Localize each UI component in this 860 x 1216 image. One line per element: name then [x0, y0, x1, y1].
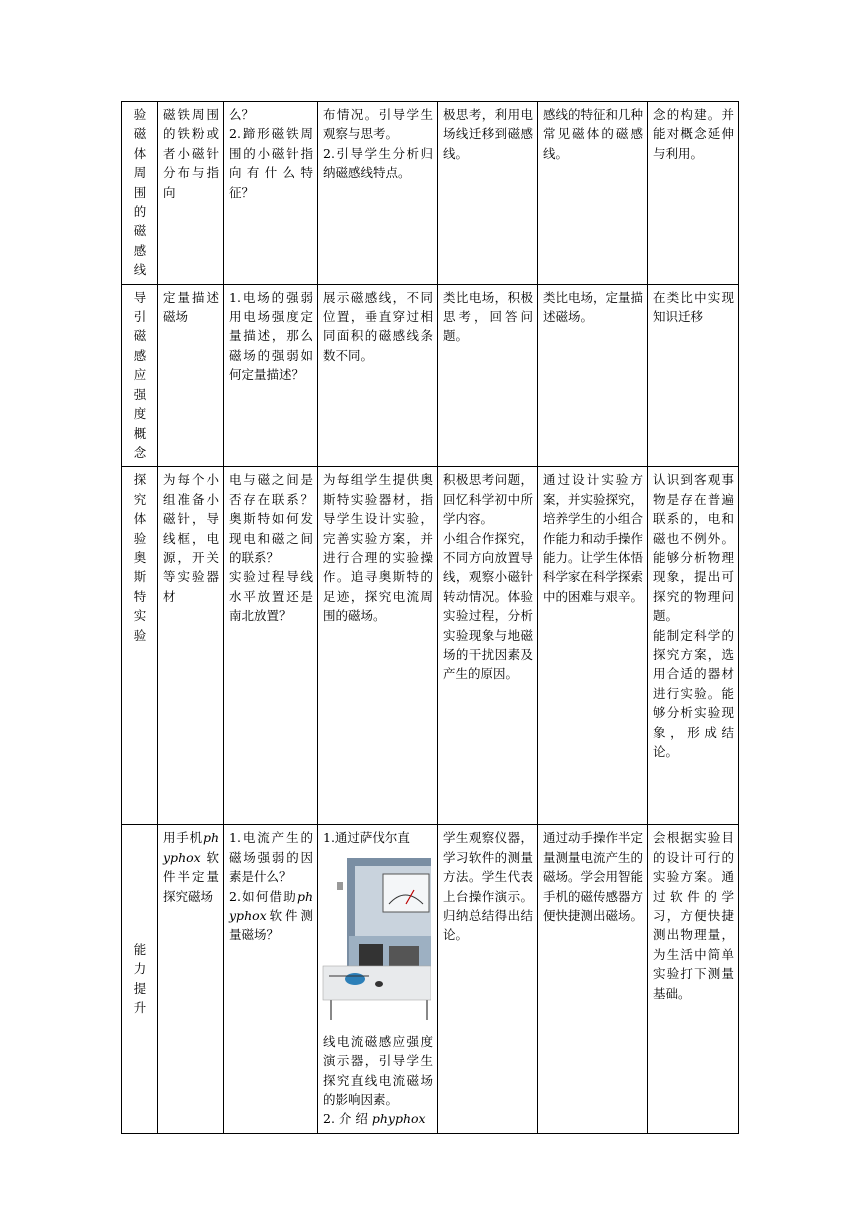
design-intent-cell: 通过动手操作半定量测量电流产生的磁场。学会用智能手机的磁传感器方便快捷测出磁场。 [538, 825, 648, 1133]
lesson-plan-table [121, 101, 739, 1134]
content-cell: 用手机phyphox软件半定量探究磁场 [158, 825, 224, 1133]
question-cell: 电与磁之间是否存在联系？奥斯特如何发现电和磁之间的联系？ 实验过程导线水平放置还是南北放置？ [224, 467, 318, 825]
teacher-activity-cell: 1.通过萨伐尔直 线电流磁感应强度演示器，引导学生探究直线电流磁场的影响因素。 2. 介 绍 phyphox [318, 825, 438, 1133]
teacher-activity-cell: 为每组学生提供奥斯特实验器材，指导学生设计实验，完善实验方案，并进行合理的实验操作。追寻奥斯特的足迹，探究电流周围的磁场。 [318, 467, 438, 825]
teacher-activity-cell: 展示磁感线，不同位置，垂直穿过相同面积的磁感线条数不同。 [318, 284, 438, 467]
student-activity-cell: 积极思考问题，回忆科学初中所学内容。 小组合作探究，不同方向放置导线，观察小磁针转动情况。体验实验过程，分析实验现象与地磁场的干扰因素及产生的原因。 [438, 467, 538, 825]
student-activity-cell: 类比电场，积极思考，回答问题。 [438, 284, 538, 467]
table-row [122, 284, 739, 467]
goal-cell: 认识到客观事物是存在普遍联系的，电和磁也不例外。能够分析物理现象，提出可探究的物理问题。 能制定科学的探究方案，选用合适的器材进行实验。能够分析实验现象，形成结论。 [648, 467, 739, 825]
question-cell: 1.电流产生的磁场强弱的因素是什么？ 2.如何借助phyphox软件测量磁场？ [224, 825, 318, 1133]
student-activity-cell: 极思考，利用电场线迁移到磁感线。 [438, 102, 538, 285]
table-row [122, 467, 739, 825]
design-intent-cell: 通过设计实验方案，并实验探究，培养学生的小组合作能力和动手操作能力。让学生体悟科学家在科学探索中的困难与艰辛。 [538, 467, 648, 825]
demonstrator-apparatus-image [319, 852, 431, 1022]
teacher-activity-cell: 布情况。引导学生观察与思考。 2.引导学生分析归纳磁感线特点。 [318, 102, 438, 285]
stage-cell: 验磁体周围的磁感线 [122, 102, 158, 285]
student-activity-cell: 学生观察仪器，学习软件的测量方法。学生代表上台操作演示。归纳总结得出结论。 [438, 825, 538, 1133]
table-row [122, 825, 739, 1133]
content-cell: 磁铁周围的铁粉或者小磁针分布与指向 [158, 102, 224, 285]
stage-cell: 探究体验奥斯特实验 [122, 467, 158, 825]
content-cell: 定量描述磁场 [158, 284, 224, 467]
design-intent-cell: 感线的特征和几种常见磁体的磁感线。 [538, 102, 648, 285]
content-cell: 为每个小组准备小磁针，导线框，电源，开关等实验器材 [158, 467, 224, 825]
stage-cell: 能力提升 [122, 825, 158, 1133]
goal-cell: 在类比中实现知识迁移 [648, 284, 739, 467]
goal-cell: 念的构建。并能对概念延伸与利用。 [648, 102, 739, 285]
stage-cell: 导引磁感应强度概念 [122, 284, 158, 467]
goal-cell: 会根据实验目的设计可行的实验方案。通过软件的学习，方便快捷测出物理量，为生活中简单实验打下测量基础。 [648, 825, 739, 1133]
table-row [122, 102, 739, 285]
design-intent-cell: 类比电场，定量描述磁场。 [538, 284, 648, 467]
question-cell: 1.电场的强弱用电场强度定量描述，那么磁场的强弱如何定量描述？ [224, 284, 318, 467]
question-cell: 么？ 2.蹄形磁铁周围的小磁针指向有什么特征？ [224, 102, 318, 285]
